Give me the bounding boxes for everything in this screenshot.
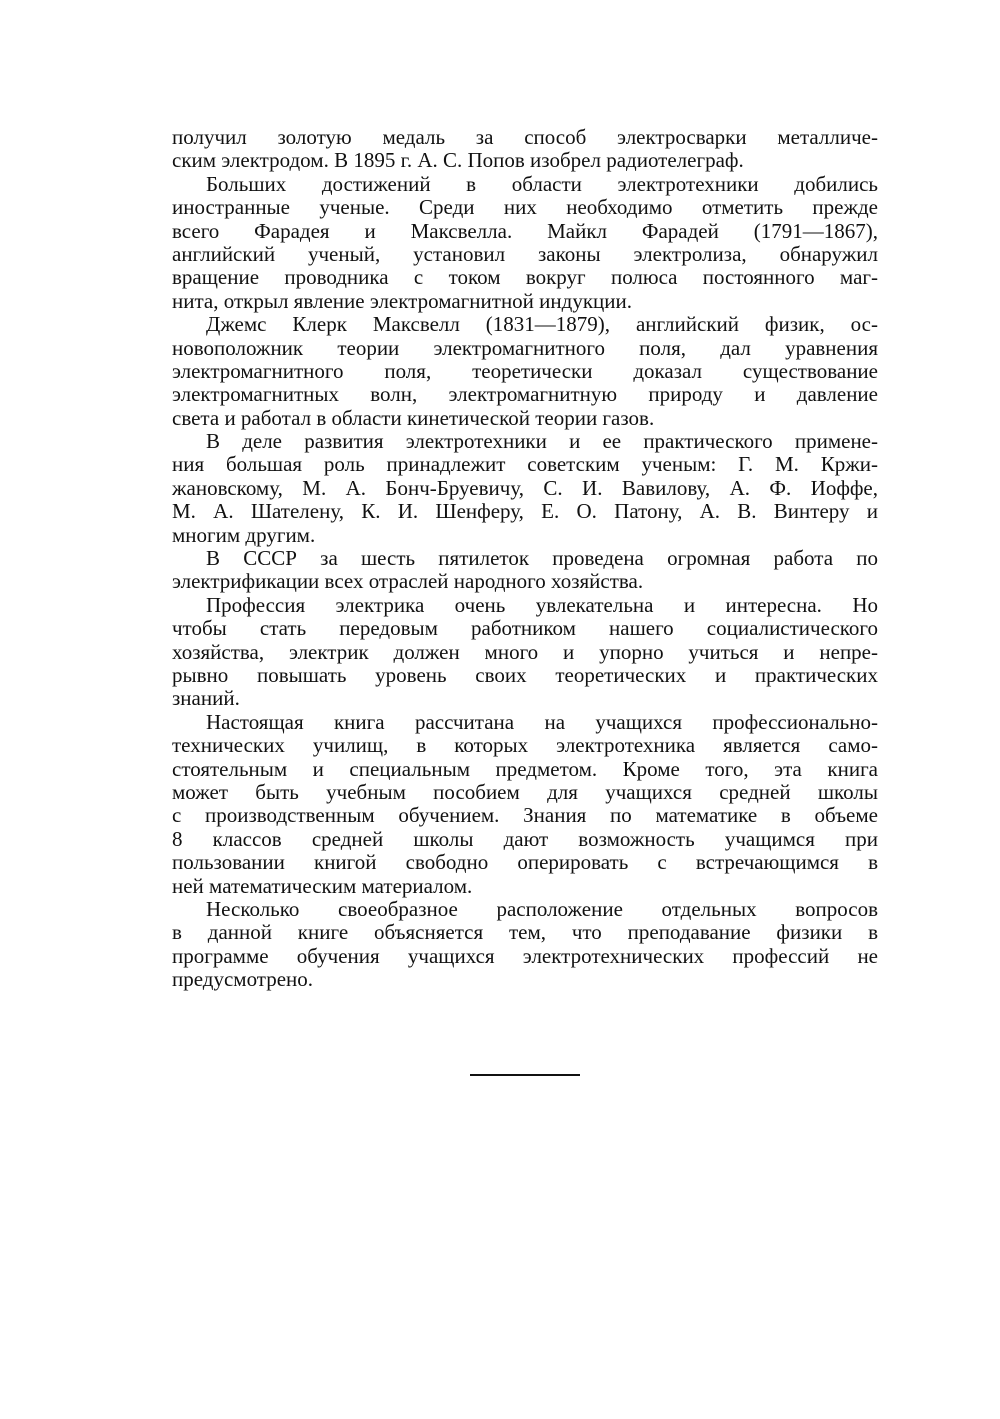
section-divider	[470, 1074, 580, 1076]
body-text	[172, 126, 878, 991]
text-line: стоятельным и специальным предметом. Кроме того, эта книга	[172, 756, 878, 781]
text-line: знаний.	[172, 686, 240, 711]
text-line: Профессия электрика очень увлекательна и интересна. Но	[206, 592, 878, 617]
text-line: английский ученый, установил законы электролиза, обнаружил	[172, 241, 878, 266]
text-line: с производственным обучением. Знания по математике в объеме	[172, 803, 878, 828]
text-line: предусмотрено.	[172, 967, 314, 992]
text-line: рывно повышать уровень своих теоретических и практических	[172, 662, 878, 687]
text-line: программе обучения учащихся электротехнических профессий не	[172, 943, 878, 968]
text-line: ским электродом. В 1895 г. А. С. Попов изобрел радиотелеграф.	[172, 148, 744, 173]
text-line: Джемс Клерк Максвелл (1831—1879), английский физик, ос-	[206, 312, 878, 337]
text-line: В СССР за шесть пятилеток проведена огромная работа по	[206, 546, 878, 571]
text-line: 8 классов средней школы дают возможность учащимся при	[172, 826, 878, 851]
text-line: вращение проводника с током вокруг полюса постоянного маг-	[172, 265, 878, 290]
text-line: пользовании книгой свободно оперировать с встречающимся в	[172, 850, 878, 875]
text-line: в данной книге объясняется тем, что преподавание физики в	[172, 920, 878, 945]
text-line: новоположник теории электромагнитного поля, дал уравнения	[172, 335, 878, 360]
text-line: всего Фарадея и Максвелла. Майкл Фарадей (1791—1867),	[172, 218, 878, 243]
text-line: получил золотую медаль за способ электросварки металличе-	[172, 125, 878, 149]
text-line: технических училищ, в которых электротехника является само-	[172, 733, 878, 758]
text-line: иностранные ученые. Среди них необходимо отметить прежде	[172, 195, 878, 220]
text-line: может быть учебным пособием для учащихся средней школы	[172, 779, 878, 804]
text-line: Больших достижений в области электротехники добились	[206, 171, 878, 196]
text-line: хозяйства, электрик должен много и упорно учиться и непре-	[172, 639, 878, 664]
text-line: В деле развития электротехники и ее практического примене-	[206, 429, 878, 454]
text-line: М. А. Шателену, К. И. Шенферу, Е. О. Патону, А. В. Винтеру и	[172, 499, 878, 524]
text-line: ней математическим материалом.	[172, 873, 473, 898]
text-line: электромагнитного поля, теоретически доказал существование	[172, 358, 878, 383]
text-line: света и работал в области кинетической теории газов.	[172, 405, 655, 430]
text-line: Настоящая книга рассчитана на учащихся профессионально-	[206, 709, 878, 734]
text-line: ния большая роль принадлежит советским ученым: Г. М. Кржи-	[172, 452, 878, 477]
text-line: чтобы стать передовым работником нашего социалистического	[172, 616, 878, 641]
text-line: электрификации всех отраслей народного хозяйства.	[172, 569, 644, 594]
text-line: нита, открыл явление электромагнитной индукции.	[172, 288, 633, 313]
text-line: жановскому, М. А. Бонч-Бруевичу, С. И. Вавилову, А. Ф. Иоффе,	[172, 475, 878, 500]
text-line: многим другим.	[172, 522, 316, 547]
text-line: Несколько своеобразное расположение отдельных вопросов	[206, 896, 878, 921]
text-line: электромагнитных волн, электромагнитную природу и давление	[172, 382, 878, 407]
